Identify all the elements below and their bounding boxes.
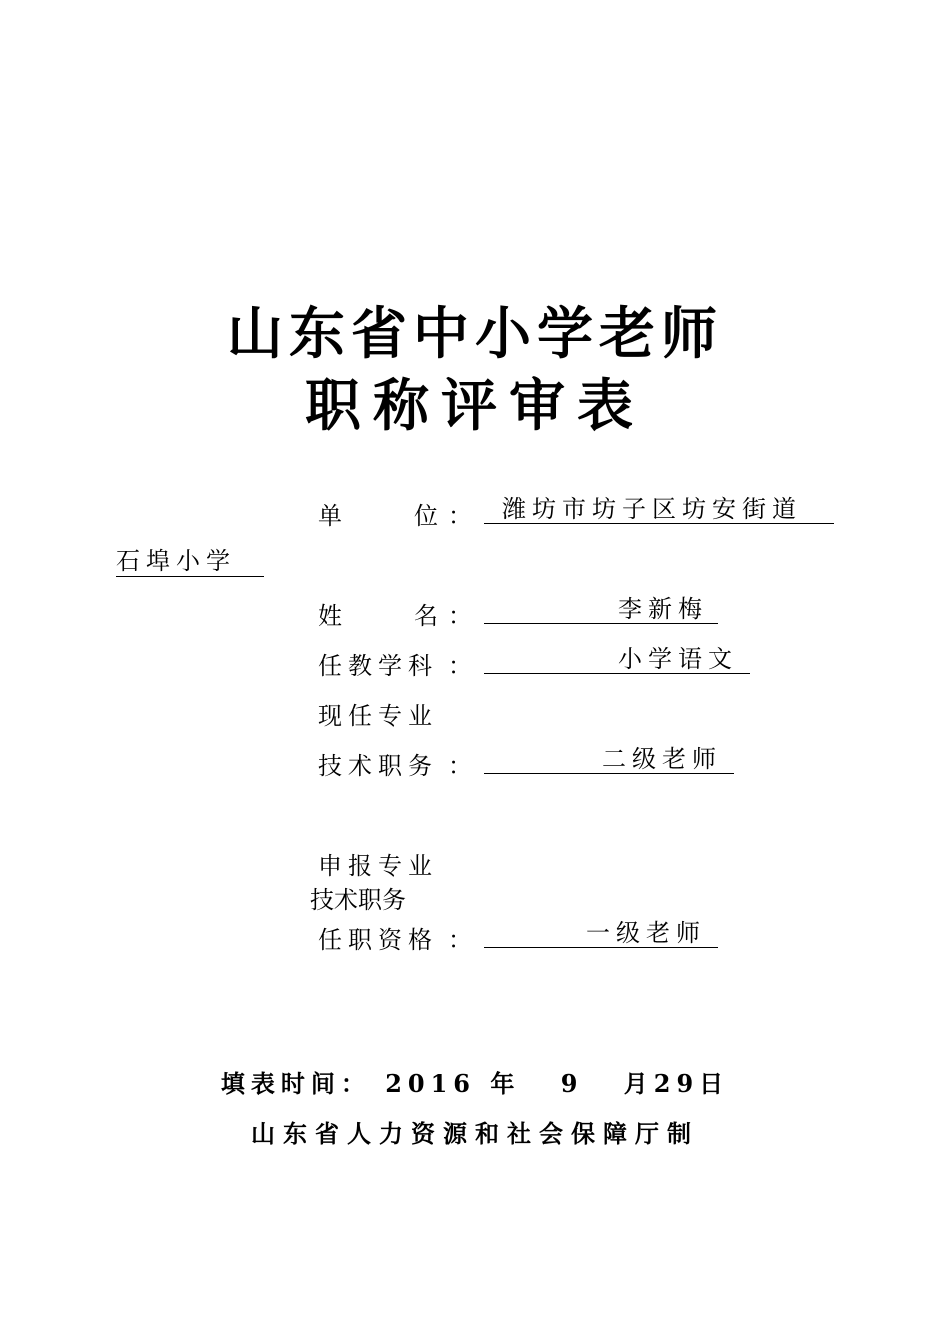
unit-field-line2: 石埠小学: [116, 546, 264, 577]
fill-year: 2016: [385, 1069, 476, 1098]
name-field: 李新梅: [484, 594, 718, 624]
fill-day: 29: [653, 1069, 700, 1098]
fill-month-unit: 月: [623, 1069, 654, 1098]
apply-label-line2: 技术职务: [310, 886, 406, 914]
form-title-line2: 职称评审表: [305, 373, 645, 439]
unit-colon: ：: [448, 502, 472, 530]
name-label-a: 姓: [318, 602, 342, 630]
name-label-b: 名: [414, 602, 438, 630]
subject-field: 小学语文: [484, 644, 750, 674]
current-title-label-line1: 现任专业: [318, 702, 438, 730]
fill-day-unit: 日: [699, 1069, 730, 1098]
subject-colon: ：: [448, 652, 472, 680]
fill-month: 9: [560, 1069, 584, 1098]
form-title-line1: 山东省中小学老师: [227, 301, 723, 367]
issuer: 山东省人力资源和社会保障厅制: [251, 1119, 699, 1148]
apply-colon: ：: [448, 926, 472, 954]
name-colon: ：: [448, 602, 472, 630]
apply-label-line3: 任职资格: [318, 926, 438, 954]
subject-label: 任教学科: [318, 652, 438, 680]
current-title-label-line2: 技术职务: [318, 752, 438, 780]
unit-label-a: 单: [318, 502, 342, 530]
current-title-field: 二级老师: [484, 744, 734, 774]
fill-year-unit: 年: [490, 1069, 521, 1098]
unit-field-line1: 潍坊市坊子区坊安街道: [484, 494, 834, 524]
name-label: [318, 596, 438, 631]
current-title-colon: ：: [448, 752, 472, 780]
fill-date-line: [0, 1064, 950, 1099]
unit-label-b: 位: [414, 502, 438, 530]
apply-label-line1: 申报专业: [318, 852, 438, 880]
unit-label: [318, 496, 438, 531]
fill-date-label: 填表时间：: [220, 1069, 371, 1098]
apply-field: 一级老师: [484, 918, 718, 948]
